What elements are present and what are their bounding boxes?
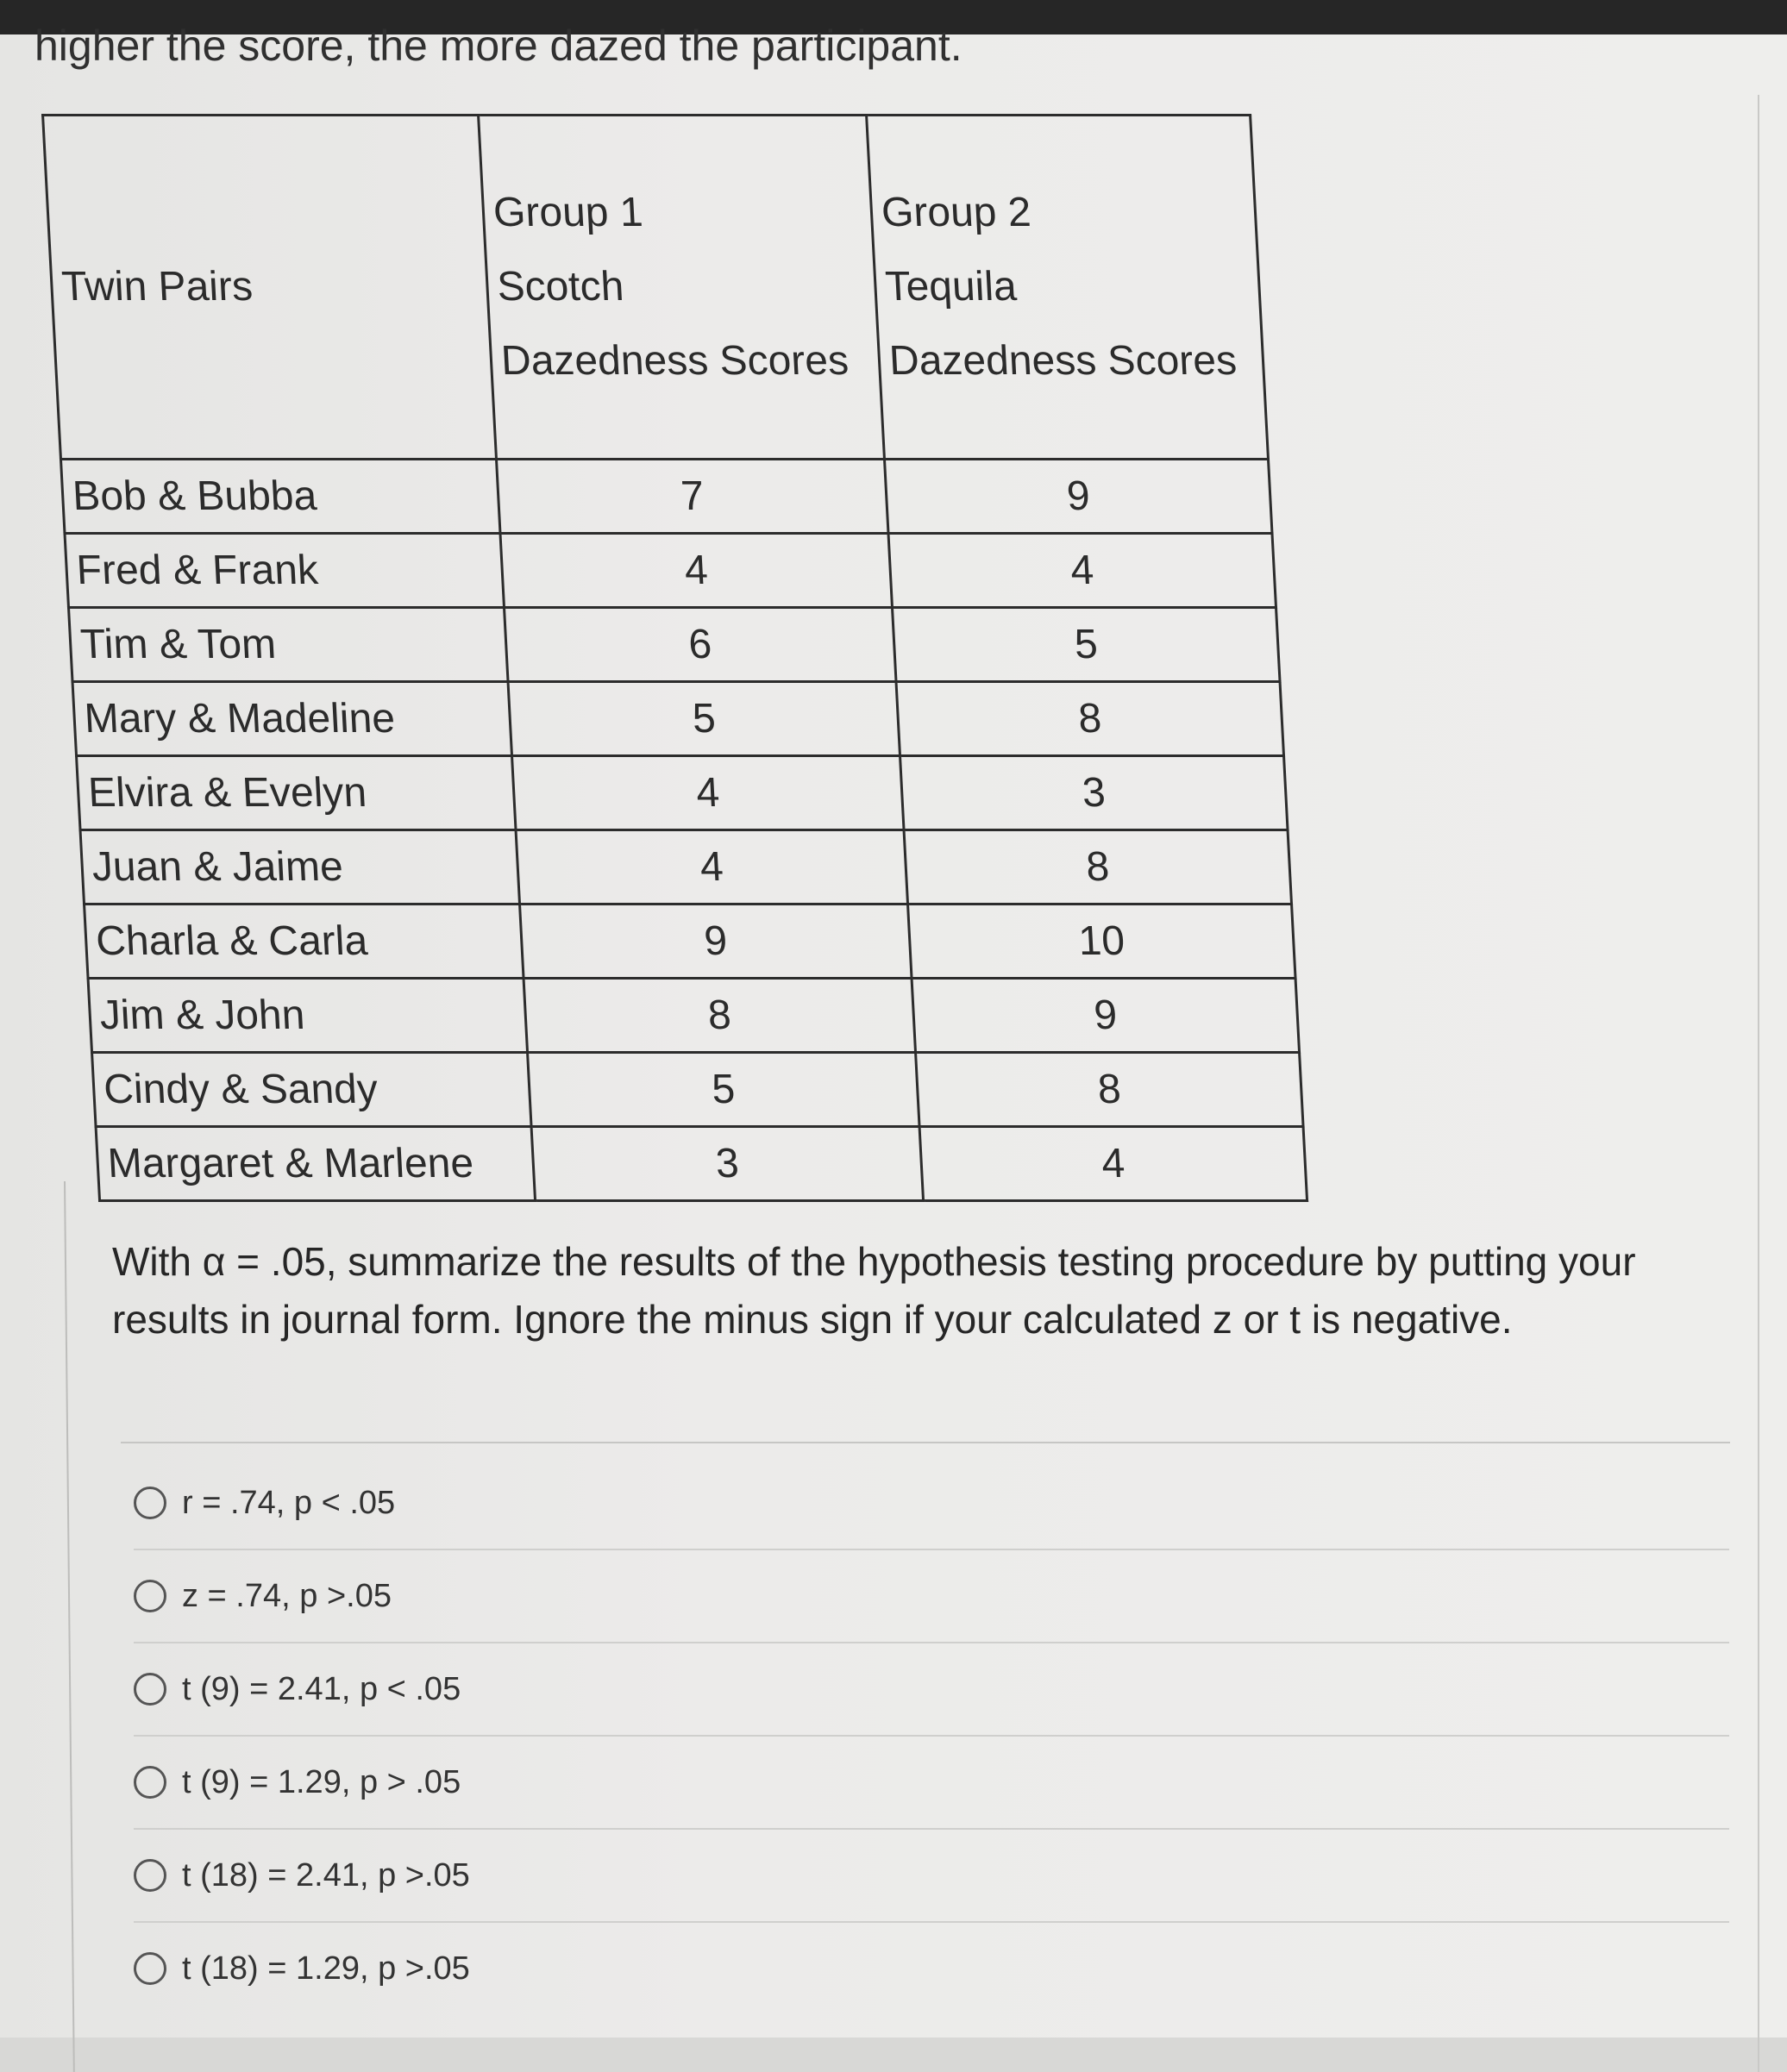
twin-pair-name: Bob & Bubba	[60, 460, 500, 534]
group1-score: 4	[500, 534, 893, 608]
header-group1-line3: Dazedness Scores	[499, 338, 850, 384]
group1-score: 5	[508, 682, 900, 756]
data-table-container	[41, 114, 1306, 1202]
group2-score: 3	[900, 756, 1289, 830]
answer-option-2[interactable]	[134, 1550, 1729, 1643]
answer-option-1[interactable]	[134, 1457, 1729, 1550]
group2-score: 4	[919, 1127, 1307, 1201]
twin-pair-name: Mary & Madeline	[72, 682, 512, 756]
table-row	[88, 979, 1300, 1053]
table-row	[72, 682, 1284, 756]
table-row	[60, 460, 1272, 534]
group2-score: 8	[896, 682, 1284, 756]
header-group2-line3: Dazedness Scores	[887, 338, 1238, 384]
radio-button-icon[interactable]	[134, 1766, 166, 1799]
group1-score: 8	[524, 979, 916, 1053]
group1-score: 7	[496, 460, 888, 534]
right-border-line	[1758, 95, 1759, 2072]
answer-option-label[interactable]: t (9) = 1.29, p > .05	[182, 1763, 461, 1800]
table-header-row	[43, 116, 1269, 460]
answer-option-5[interactable]	[134, 1830, 1729, 1923]
answer-option-4[interactable]	[134, 1737, 1729, 1830]
radio-button-icon[interactable]	[134, 1952, 166, 1985]
twin-pair-name: Tim & Tom	[69, 608, 509, 682]
header-group2-line1: Group 2	[880, 190, 1032, 235]
group2-score: 8	[904, 830, 1292, 905]
group1-score: 4	[516, 830, 908, 905]
header-twin-pairs	[43, 116, 497, 460]
table-row	[69, 608, 1281, 682]
answer-option-label[interactable]: t (9) = 2.41, p < .05	[182, 1670, 461, 1707]
group2-score: 5	[893, 608, 1281, 682]
group1-score: 9	[520, 905, 912, 979]
table-row	[77, 756, 1289, 830]
radio-button-icon[interactable]	[134, 1859, 166, 1892]
left-border-line	[64, 1181, 75, 2072]
radio-button-icon[interactable]	[134, 1580, 166, 1612]
twin-pair-name: Fred & Frank	[65, 534, 505, 608]
table-row	[92, 1053, 1304, 1127]
twin-pair-name: Cindy & Sandy	[92, 1053, 532, 1127]
answer-options	[134, 1457, 1729, 2014]
radio-button-icon[interactable]	[134, 1487, 166, 1519]
group2-score: 4	[888, 534, 1276, 608]
table-row	[80, 830, 1292, 905]
answer-option-6[interactable]	[134, 1923, 1729, 2014]
header-twin-pairs-label: Twin Pairs	[60, 264, 254, 310]
answer-option-3[interactable]	[134, 1643, 1729, 1737]
question-divider	[121, 1442, 1730, 1443]
answer-option-label[interactable]: r = .74, p < .05	[182, 1484, 396, 1521]
table-row	[65, 534, 1276, 608]
table-row	[85, 905, 1296, 979]
group2-score: 8	[916, 1053, 1304, 1127]
group2-score: 9	[912, 979, 1300, 1053]
header-group2	[867, 116, 1269, 460]
group1-score: 6	[505, 608, 897, 682]
group2-score: 10	[908, 905, 1296, 979]
answer-option-label[interactable]: t (18) = 1.29, p >.05	[182, 1950, 470, 1987]
answer-option-label[interactable]: t (18) = 2.41, p >.05	[182, 1856, 470, 1894]
dazedness-scores-table	[41, 114, 1308, 1202]
group1-score: 5	[528, 1053, 920, 1127]
twin-pair-name: Elvira & Evelyn	[77, 756, 517, 830]
group2-score: 9	[884, 460, 1272, 534]
twin-pair-name: Charla & Carla	[85, 905, 524, 979]
twin-pair-name: Margaret & Marlene	[96, 1127, 536, 1201]
header-group1	[479, 116, 885, 460]
header-group2-line2: Tequila	[884, 264, 1019, 310]
header-group1-line1: Group 1	[492, 190, 644, 235]
answer-option-label[interactable]: z = .74, p >.05	[182, 1577, 392, 1614]
question-prompt: With α = .05, summarize the results of the hypothesis testing procedure by putting your results in journal form. Ignore the minus sign if your calculated z or t is negative.	[112, 1239, 1636, 1342]
twin-pair-name: Juan & Jaime	[80, 830, 520, 905]
radio-button-icon[interactable]	[134, 1673, 166, 1706]
group1-score: 4	[512, 756, 905, 830]
cut-off-instruction-text: higher the score, the more dazed the participant.	[34, 22, 962, 70]
header-group1-line2: Scotch	[496, 264, 625, 310]
twin-pair-name: Jim & John	[88, 979, 528, 1053]
group1-score: 3	[531, 1127, 924, 1201]
table-row	[96, 1127, 1307, 1201]
